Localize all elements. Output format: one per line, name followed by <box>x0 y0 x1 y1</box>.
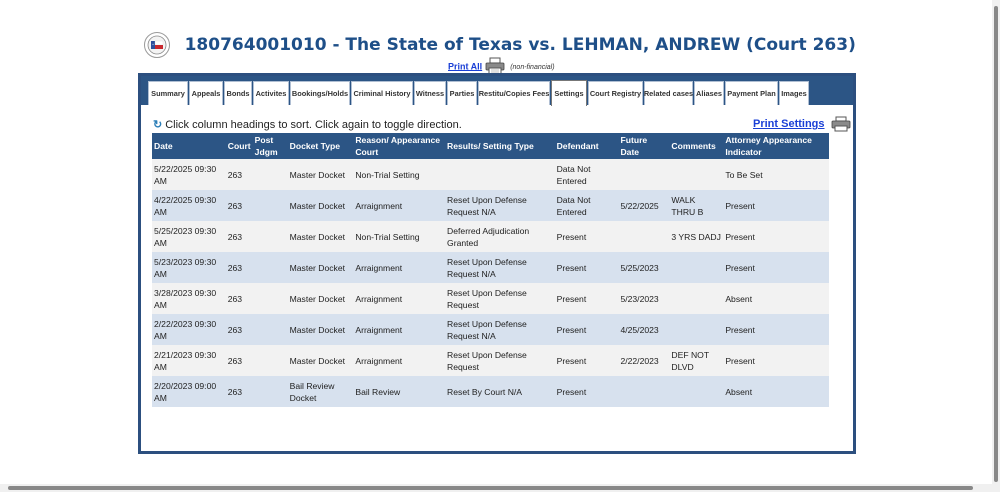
cell-results <box>445 159 555 190</box>
cell-results: Reset Upon Defense Request N/A <box>445 314 555 345</box>
cell-attorney: To Be Set <box>723 159 829 190</box>
vertical-scrollbar-thumb[interactable] <box>994 6 998 482</box>
cell-post-jdgm <box>253 314 288 345</box>
tab-related-cases[interactable]: Related cases <box>644 81 693 105</box>
refresh-icon: ↻ <box>153 119 163 131</box>
cell-results: Reset By Court N/A <box>445 376 555 407</box>
column-header-attorney[interactable]: Attorney Appearance Indicator <box>723 133 829 159</box>
case-panel <box>138 73 856 454</box>
cell-docket-type: Master Docket <box>288 159 354 190</box>
column-header-post-jdgm[interactable]: Post Jdgm <box>253 133 288 159</box>
cell-post-jdgm <box>253 159 288 190</box>
tab-criminal-history[interactable]: Criminal History <box>351 81 413 105</box>
cell-date: 2/20/2023 09:00 AM <box>152 376 226 407</box>
tab-bar <box>141 76 853 105</box>
table-row <box>152 314 829 345</box>
cell-results: Reset Upon Defense Request <box>445 283 555 314</box>
cell-attorney: Absent <box>723 376 829 407</box>
cell-court: 263 <box>226 314 253 345</box>
cell-comments: WALK THRU B <box>669 190 723 221</box>
cell-date: 2/22/2023 09:30 AM <box>152 314 226 345</box>
cell-reason: Non-Trial Setting <box>353 159 445 190</box>
page-title: 180764001010 - The State of Texas vs. LEHMAN, ANDREW (Court 263) <box>184 35 856 55</box>
cell-attorney: Absent <box>723 283 829 314</box>
print-all-link[interactable]: Print All <box>448 61 483 72</box>
cell-defendant: Present <box>555 252 619 283</box>
cell-court: 263 <box>226 221 253 252</box>
cell-docket-type: Master Docket <box>288 345 354 376</box>
cell-docket-type: Master Docket <box>288 221 354 252</box>
tab-bonds[interactable]: Bonds <box>224 81 252 105</box>
cell-future-date: 2/22/2023 <box>618 345 669 376</box>
cell-results: Reset Upon Defense Request N/A <box>445 252 555 283</box>
column-header-defendant[interactable]: Defendant <box>555 133 619 159</box>
non-financial-note: (non-financial) <box>510 64 555 72</box>
tab-parties[interactable]: Parties <box>447 81 477 105</box>
column-header-court[interactable]: Court <box>226 133 253 159</box>
tab-payment-plan[interactable]: Payment Plan <box>725 81 778 105</box>
cell-attorney: Present <box>723 252 829 283</box>
cell-defendant: Present <box>555 221 619 252</box>
tab-activites[interactable]: Activites <box>253 81 289 105</box>
cell-future-date: 5/22/2025 <box>618 190 669 221</box>
cell-date: 3/28/2023 09:30 AM <box>152 283 226 314</box>
cell-future-date <box>618 376 669 407</box>
cell-future-date: 4/25/2023 <box>618 314 669 345</box>
cell-future-date <box>618 159 669 190</box>
table-row <box>152 190 829 221</box>
cell-court: 263 <box>226 159 253 190</box>
cell-docket-type: Master Docket <box>288 314 354 345</box>
cell-future-date <box>618 221 669 252</box>
cell-future-date: 5/23/2023 <box>618 283 669 314</box>
cell-comments <box>669 314 723 345</box>
cell-docket-type: Master Docket <box>288 252 354 283</box>
print-settings-link[interactable]: Print Settings <box>753 117 825 130</box>
horizontal-scrollbar-thumb[interactable] <box>8 486 973 490</box>
cell-comments <box>669 376 723 407</box>
cell-court: 263 <box>226 376 253 407</box>
cell-comments: 3 YRS DADJ <box>669 221 723 252</box>
cell-comments <box>669 159 723 190</box>
cell-defendant: Present <box>555 314 619 345</box>
tab-restitu-copies-fees[interactable]: Restitu/Copies Fees <box>478 81 550 105</box>
sort-hint-text: Click column headings to sort. Click again to toggle direction. <box>165 119 462 131</box>
tab-summary[interactable]: Summary <box>148 81 188 105</box>
table-row <box>152 252 829 283</box>
vertical-scrollbar[interactable] <box>992 0 1000 492</box>
column-header-date[interactable]: Date <box>152 133 226 159</box>
cell-reason: Arraignment <box>353 345 445 376</box>
column-header-results[interactable]: Results/ Setting Type <box>445 133 555 159</box>
table-row <box>152 283 829 314</box>
tab-bookings-holds[interactable]: Bookings/Holds <box>290 81 350 105</box>
table-row <box>152 221 829 252</box>
cell-court: 263 <box>226 252 253 283</box>
cell-docket-type: Master Docket <box>288 283 354 314</box>
print-settings-area <box>753 116 851 132</box>
cell-defendant: Present <box>555 376 619 407</box>
tab-images[interactable]: Images <box>779 81 809 105</box>
cell-post-jdgm <box>253 252 288 283</box>
tab-witness[interactable]: Witness <box>414 81 446 105</box>
table-row <box>152 159 829 190</box>
cell-defendant: Data Not Entered <box>555 190 619 221</box>
horizontal-scrollbar[interactable] <box>0 484 992 492</box>
cell-defendant: Present <box>555 283 619 314</box>
cell-attorney: Present <box>723 345 829 376</box>
cell-post-jdgm <box>253 221 288 252</box>
cell-results: Reset Upon Defense Request <box>445 345 555 376</box>
table-row <box>152 345 829 376</box>
cell-post-jdgm <box>253 190 288 221</box>
cell-post-jdgm <box>253 345 288 376</box>
cell-post-jdgm <box>253 376 288 407</box>
cell-reason: Bail Review <box>353 376 445 407</box>
tab-settings[interactable]: Settings <box>551 80 587 106</box>
cell-docket-type: Master Docket <box>288 190 354 221</box>
cell-date: 5/25/2023 09:30 AM <box>152 221 226 252</box>
column-header-future-date[interactable]: Future Date <box>618 133 669 159</box>
cell-court: 263 <box>226 283 253 314</box>
printer-icon[interactable] <box>828 118 851 130</box>
cell-reason: Arraignment <box>353 252 445 283</box>
cell-post-jdgm <box>253 283 288 314</box>
column-header-comments[interactable]: Comments <box>669 133 723 159</box>
cell-reason: Arraignment <box>353 190 445 221</box>
table-row <box>152 376 829 407</box>
page-header <box>0 32 1000 58</box>
cell-court: 263 <box>226 345 253 376</box>
cell-attorney: Present <box>723 221 829 252</box>
tab-court-registry[interactable]: Court Registry <box>588 81 643 105</box>
cell-defendant: Data Not Entered <box>555 159 619 190</box>
tab-aliases[interactable]: Aliases <box>694 81 724 105</box>
cell-reason: Non-Trial Setting <box>353 221 445 252</box>
cell-date: 5/22/2025 09:30 AM <box>152 159 226 190</box>
settings-table <box>152 133 829 407</box>
table-header-row <box>152 133 829 159</box>
cell-reason: Arraignment <box>353 314 445 345</box>
cell-comments <box>669 252 723 283</box>
tab-appeals[interactable]: Appeals <box>189 81 223 105</box>
cell-comments: DEF NOT DLVD <box>669 345 723 376</box>
cell-attorney: Present <box>723 314 829 345</box>
cell-results: Reset Upon Defense Request N/A <box>445 190 555 221</box>
column-header-reason[interactable]: Reason/ Appearance Court <box>353 133 445 159</box>
cell-defendant: Present <box>555 345 619 376</box>
cell-reason: Arraignment <box>353 283 445 314</box>
texas-seal-icon <box>144 32 170 58</box>
cell-comments <box>669 283 723 314</box>
cell-docket-type: Bail Review Docket <box>288 376 354 407</box>
cell-attorney: Present <box>723 190 829 221</box>
cell-date: 5/23/2023 09:30 AM <box>152 252 226 283</box>
sort-hint <box>153 118 462 131</box>
cell-date: 4/22/2025 09:30 AM <box>152 190 226 221</box>
cell-date: 2/21/2023 09:30 AM <box>152 345 226 376</box>
cell-future-date: 5/25/2023 <box>618 252 669 283</box>
column-header-docket-type[interactable]: Docket Type <box>288 133 354 159</box>
cell-results: Deferred Adjudication Granted <box>445 221 555 252</box>
cell-court: 263 <box>226 190 253 221</box>
